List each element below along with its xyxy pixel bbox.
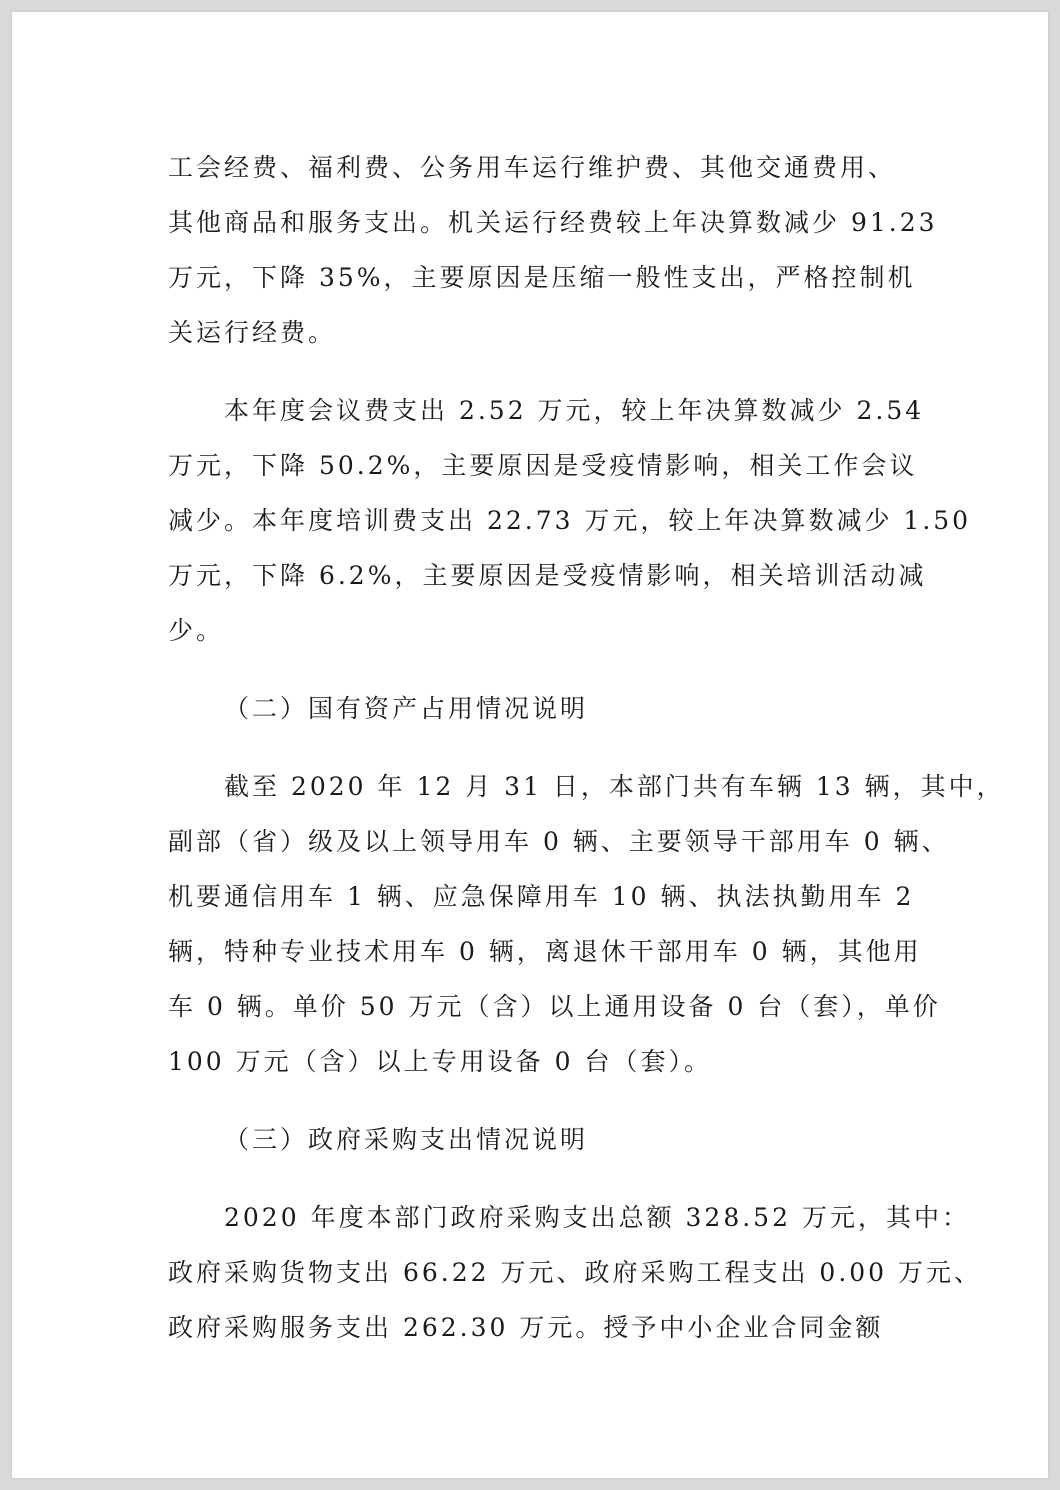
- paragraph-vehicles: [168, 759, 1005, 1089]
- text-line: 万元，下降 50.2%，主要原因是受疫情影响，相关工作会议: [168, 451, 918, 480]
- text-line: 辆，特种专业技术用车 0 辆，离退休干部用车 0 辆，其他用: [168, 937, 922, 966]
- paragraph-procurement: [168, 1190, 983, 1355]
- text-line: 工会经费、福利费、公务用车运行维护费、其他交通费用、: [168, 153, 897, 182]
- text-line: 政府采购货物支出 66.22 万元、政府采购工程支出 0.00 万元、: [168, 1258, 983, 1287]
- section-heading-procurement: （三）政府采购支出情况说明: [224, 1125, 589, 1154]
- document-page: [12, 12, 1048, 1478]
- document-body: [168, 140, 1005, 1355]
- section-heading-state-assets: （二）国有资产占用情况说明: [224, 694, 589, 723]
- paragraph-office-expenses: [168, 140, 938, 360]
- text-line: 关运行经费。: [168, 318, 337, 347]
- text-line: 机要通信用车 1 辆、应急保障用车 10 辆、执法执勤用车 2: [168, 882, 915, 911]
- text-line: 副部（省）级及以上领导用车 0 辆、主要领导干部用车 0 辆、: [168, 827, 950, 856]
- text-line: 万元，下降 6.2%，主要原因是受疫情影响，相关培训活动减: [168, 561, 927, 590]
- text-line: 截至 2020 年 12 月 31 日，本部门共有车辆 13 辆，其中，: [224, 772, 1005, 801]
- text-line: 政府采购服务支出 262.30 万元。授予中小企业合同金额: [168, 1313, 884, 1342]
- text-line: 万元，下降 35%，主要原因是压缩一般性支出，严格控制机: [168, 263, 916, 292]
- paragraph-meeting-training: [168, 383, 972, 658]
- text-line: 少。: [168, 616, 225, 645]
- text-line: 2020 年度本部门政府采购支出总额 328.52 万元，其中：: [224, 1203, 970, 1232]
- text-line: 车 0 辆。单价 50 万元（含）以上通用设备 0 台（套），单价: [168, 992, 941, 1021]
- text-line: 减少。本年度培训费支出 22.73 万元，较上年决算数减少 1.50: [168, 506, 972, 535]
- text-line: 其他商品和服务支出。机关运行经费较上年决算数减少 91.23: [168, 208, 938, 237]
- text-line: 100 万元（含）以上专用设备 0 台（套）。: [168, 1047, 712, 1076]
- text-line: 本年度会议费支出 2.52 万元，较上年决算数减少 2.54: [224, 396, 925, 425]
